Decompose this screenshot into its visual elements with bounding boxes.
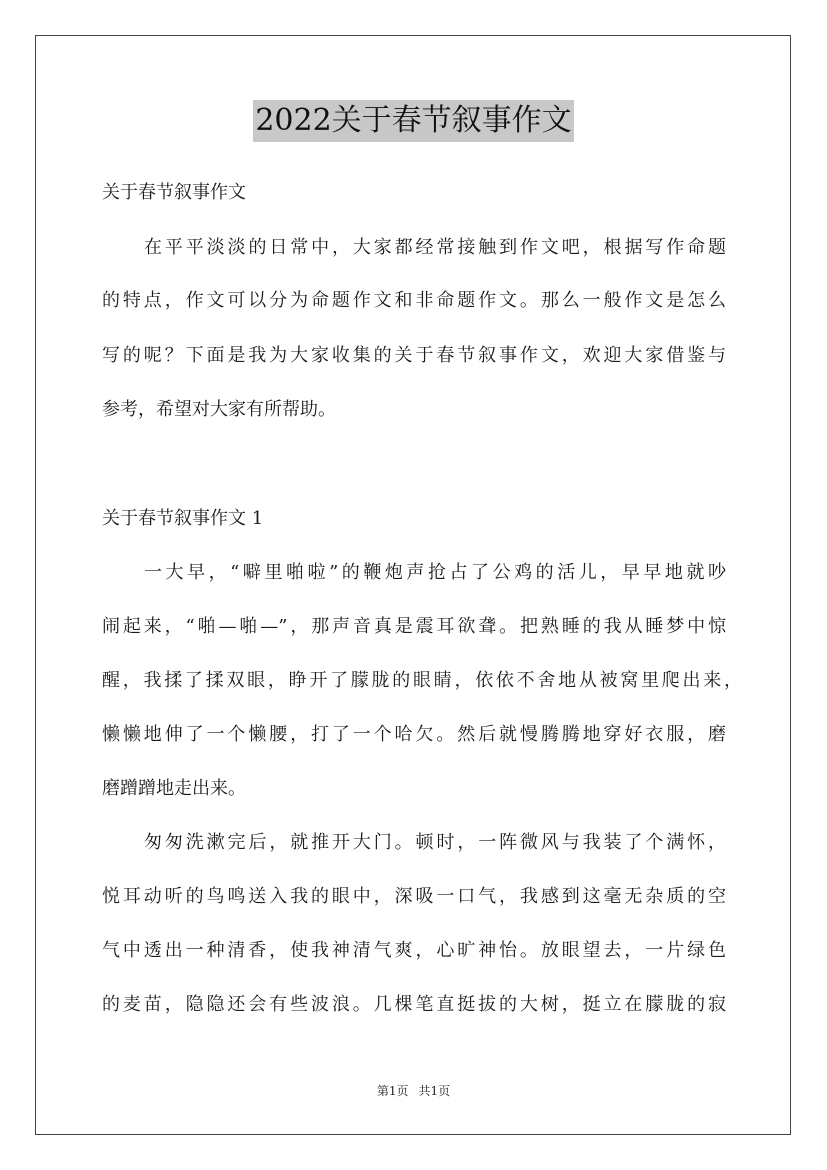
- paragraph-line: 闹起来，“啪—啪—”，那声音真是震耳欲聋。把熟睡的我从睡梦中惊: [102, 616, 726, 637]
- paragraph-line: 懒懒地伸了一个懒腰，打了一个哈欠。然后就慢腾腾地穿好衣服，磨: [102, 724, 726, 745]
- paragraph-line: 的麦苗，隐隐还会有些波浪。几棵笔直挺拔的大树，挺立在朦胧的寂: [102, 994, 726, 1015]
- page-total: 共1页: [418, 1084, 451, 1098]
- intro-line: 写的呢？下面是我为大家收集的关于春节叙事作文，欢迎大家借鉴与: [102, 345, 726, 366]
- paragraph-line: 气中透出一种清香，使我神清气爽，心旷神怡。放眼望去，一片绿色: [102, 940, 726, 961]
- paragraph-line: 一大早，“噼里啪啦”的鞭炮声抢占了公鸡的活儿，早早地就吵: [144, 562, 726, 583]
- paragraph-line: 匆匆洗漱完后，就推开大门。顿时，一阵微风与我装了个满怀，: [144, 832, 726, 853]
- document-title: 2022关于春节叙事作文: [253, 100, 573, 142]
- paragraph-line: 醒，我揉了揉双眼，睁开了朦胧的眼睛，依依不舍地从被窝里爬出来，: [102, 670, 742, 691]
- page-footer: [0, 1083, 827, 1099]
- page-number: 第1页: [376, 1084, 409, 1098]
- section-heading: 关于春节叙事作文 1: [102, 508, 264, 529]
- title-container: [0, 100, 827, 142]
- paragraph-line: 悦耳动听的鸟鸣送入我的眼中，深吸一口气，我感到这毫无杂质的空: [102, 886, 726, 907]
- paragraph-line: 磨蹭蹭地走出来。: [102, 778, 246, 799]
- intro-heading: 关于春节叙事作文: [102, 182, 246, 203]
- intro-line: 参考，希望对大家有所帮助。: [102, 399, 336, 420]
- intro-line: 的特点，作文可以分为命题作文和非命题作文。那么一般作文是怎么: [102, 290, 726, 311]
- intro-line: 在平平淡淡的日常中，大家都经常接触到作文吧，根据写作命题: [144, 237, 726, 258]
